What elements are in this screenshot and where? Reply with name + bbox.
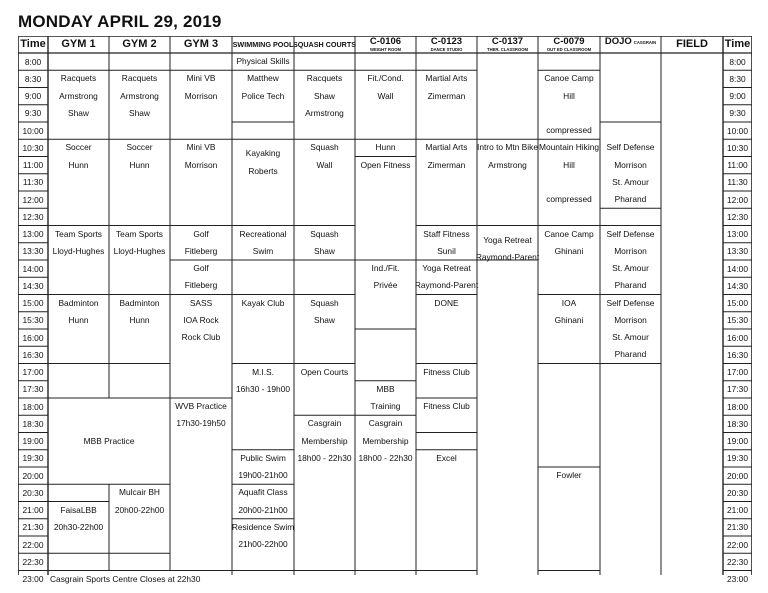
booking-text: Fit./Cond. (367, 73, 404, 84)
booking-squash-courts[interactable] (294, 295, 355, 364)
booking-gym-1[interactable] (48, 398, 170, 484)
column-header-c-0137 (477, 36, 538, 53)
booking-text: Casgrain (307, 418, 342, 429)
page-title: MONDAY APRIL 29, 2019 (18, 12, 222, 31)
booking-text: Physical Skills (236, 56, 290, 66)
booking-text: MBB (376, 383, 395, 394)
booking-c-0106[interactable] (355, 70, 416, 139)
booking-squash-courts[interactable] (294, 226, 355, 261)
booking-c-0123[interactable] (416, 260, 477, 295)
booking-text: Golf (193, 228, 209, 239)
booking-gym-2[interactable] (109, 484, 170, 553)
time-label-right: 10:30 (727, 142, 748, 153)
booking-text: Membership (301, 435, 348, 446)
time-label-right: 20:00 (727, 470, 748, 481)
booking-gym-3[interactable] (170, 226, 232, 261)
booking-text: Hunn (68, 314, 89, 325)
time-label-left: 23:00 (22, 574, 44, 585)
booking-text: 21h00-22h00 (238, 539, 288, 549)
booking-text: Armstrong (120, 90, 159, 101)
booking-text: Golf (193, 263, 209, 273)
column-header-label: GYM 1 (61, 38, 96, 50)
time-label-right: 16:30 (727, 349, 748, 360)
time-label-right: 8:00 (729, 56, 746, 67)
time-label-left: 17:00 (22, 367, 44, 378)
booking-text: Self Defense (606, 228, 655, 239)
booking-text: Training (370, 401, 401, 411)
column-header-swimming-pool (232, 36, 294, 53)
booking-text: Shaw (314, 90, 335, 101)
booking-c-0123[interactable] (416, 364, 477, 399)
booking-text: Morrison (614, 159, 647, 170)
booking-gym-1[interactable] (48, 139, 109, 225)
booking-text: Shaw (68, 107, 89, 118)
booking-dojo[interactable] (600, 122, 661, 208)
booking-c-0137[interactable] (477, 232, 538, 267)
column-header-dojo (600, 36, 661, 53)
booking-text: Soccer (126, 142, 153, 153)
booking-text: Aquafit Class (238, 487, 288, 498)
booking-text: Badminton (58, 297, 99, 308)
booking-text: Armstrong (59, 90, 98, 101)
booking-text: Morrison (614, 245, 647, 256)
booking-text: Self Defense (606, 297, 655, 308)
booking-c-0106[interactable] (355, 415, 416, 570)
column-header-squash-courts (294, 36, 355, 53)
column-header-c-0079 (538, 36, 600, 53)
booking-text: Lloyd-Hughes (113, 245, 166, 256)
booking-gym-1[interactable] (48, 226, 109, 295)
booking-text: Pharand (614, 194, 647, 204)
booking-text: Yoga Retreat (483, 234, 532, 245)
booking-text: Wall (316, 159, 333, 170)
time-label-right: 15:00 (727, 298, 748, 309)
column-header-label: SQUASH COURTS (292, 40, 357, 49)
booking-gym-3[interactable] (170, 139, 232, 225)
booking-text: Racquets (121, 73, 158, 84)
booking-swimming-pool[interactable] (232, 53, 294, 70)
booking-text: Hunn (129, 159, 150, 170)
booking-swimming-pool[interactable] (232, 145, 294, 231)
booking-swimming-pool[interactable] (232, 226, 294, 261)
time-label-left: 9:00 (24, 91, 42, 102)
booking-text: Raymond-Parent (414, 280, 479, 291)
time-label-left: 15:00 (22, 298, 44, 309)
time-label-left: 20:00 (22, 470, 44, 481)
booking-c-0137[interactable] (477, 139, 538, 225)
booking-text: Privée (373, 280, 398, 291)
time-label-right: 9:30 (729, 108, 746, 119)
booking-text: IOA (561, 297, 577, 308)
booking-text: Fitleberg (184, 245, 218, 256)
column-header-label: C-0106 (369, 36, 402, 47)
booking-gym-2[interactable] (109, 139, 170, 225)
time-label-right: 21:00 (727, 505, 748, 516)
time-label-left: 22:30 (22, 556, 44, 567)
booking-text: Lloyd-Hughes (52, 245, 105, 256)
time-label-left: 18:00 (22, 401, 44, 412)
booking-gym-3[interactable] (170, 260, 232, 295)
column-header-label: C-0079 (553, 36, 585, 47)
booking-text: Team Sports (54, 228, 102, 239)
booking-gym-3[interactable] (170, 70, 232, 139)
time-label-right: 14:00 (727, 263, 748, 274)
time-label-right: 11:30 (727, 177, 748, 188)
time-label-right: 17:30 (727, 384, 748, 395)
booking-text: IOA Rock (183, 314, 219, 325)
time-label-right: 18:00 (727, 401, 748, 412)
time-label-right: 19:30 (727, 453, 748, 464)
time-label-left: 19:00 (22, 436, 44, 447)
time-label-left: 16:30 (22, 349, 44, 360)
column-header-sublabel: THER. CLASSROOM (487, 47, 528, 52)
booking-text: Hill (563, 90, 575, 101)
booking-swimming-pool[interactable] (232, 364, 294, 450)
booking-text: 20h30-22h00 (53, 521, 104, 532)
booking-text: Ghinani (554, 245, 584, 256)
column-header-c-0106 (355, 36, 416, 53)
booking-text: Martial Arts (425, 73, 468, 84)
booking-text: Morrison (184, 159, 218, 170)
time-label-left: 12:30 (22, 211, 44, 222)
booking-text: FaisaLBB (60, 504, 97, 515)
time-label-right: 9:00 (729, 91, 746, 102)
time-label-left: 13:30 (22, 246, 44, 257)
booking-dojo[interactable] (600, 226, 661, 295)
column-header-label: C-0123 (430, 36, 463, 47)
time-label-right: 12:00 (727, 194, 748, 205)
booking-gym-2[interactable] (109, 226, 170, 295)
column-header-label: FIELD (676, 38, 708, 50)
time-label-right: 22:00 (727, 539, 748, 550)
time-label-left: 12:00 (22, 194, 44, 205)
booking-swimming-pool[interactable] (232, 295, 294, 364)
booking-text: Ind./Fit. (371, 263, 400, 273)
booking-text (568, 105, 570, 122)
time-label-left: 11:30 (22, 177, 44, 188)
time-label-right: 19:00 (727, 436, 748, 447)
booking-text (629, 122, 631, 139)
booking-gym-1[interactable] (48, 70, 109, 139)
time-label-right: 15:30 (727, 315, 748, 326)
booking-gym-2[interactable] (109, 70, 170, 139)
time-label-right: 12:30 (727, 211, 748, 222)
booking-text: Martial Arts (425, 142, 468, 153)
booking-c-0123[interactable] (416, 70, 477, 139)
booking-text: 19h00-21h00 (238, 470, 288, 480)
booking-text: M.I.S. (252, 366, 274, 377)
booking-c-0123[interactable] (416, 295, 477, 364)
column-header-gym-2 (109, 36, 170, 53)
booking-swimming-pool[interactable] (232, 484, 294, 519)
booking-c-0106[interactable] (355, 157, 416, 261)
booking-text: 18h00 - 22h30 (297, 452, 352, 463)
booking-text: Mini VB (186, 142, 216, 153)
column-header-sublabel: DANCE STUDIO (430, 47, 463, 52)
time-label-left: 21:30 (22, 522, 44, 533)
booking-text (568, 174, 570, 191)
booking-text: WVB Practice (175, 401, 227, 411)
booking-text: Open Courts (300, 366, 349, 377)
booking-c-0106[interactable] (355, 381, 416, 416)
booking-text: Police Tech (241, 90, 285, 101)
column-header-sublabel: OUT ED CLASSROOM (546, 47, 592, 52)
column-header-time-right (723, 36, 752, 53)
time-label-right: 13:00 (727, 229, 748, 240)
time-label-right: 13:30 (727, 246, 748, 257)
column-header-sublabel: WEIGHT ROOM (370, 47, 401, 52)
time-label-left: 16:00 (22, 332, 44, 343)
booking-text: Yoga Retreat (422, 263, 471, 273)
booking-swimming-pool[interactable] (232, 519, 294, 571)
booking-text: Fitness Club (423, 366, 470, 377)
booking-text: Hunn (375, 142, 396, 153)
booking-text: Fowler (556, 470, 582, 480)
time-label-right: 8:30 (729, 73, 746, 84)
booking-text: Casgrain (368, 418, 403, 429)
booking-text: 20h00-21h00 (238, 504, 288, 515)
booking-c-0079[interactable] (538, 226, 600, 295)
booking-gym-1[interactable] (48, 571, 234, 588)
booking-c-0106[interactable] (355, 139, 416, 156)
time-label-left: 11:00 (22, 160, 44, 171)
time-label-left: 20:30 (22, 487, 44, 498)
booking-c-0079[interactable] (538, 467, 600, 571)
booking-text: St. Amour (612, 176, 649, 187)
booking-text: Self Defense (606, 142, 655, 153)
booking-text: Open Fitness (360, 159, 411, 170)
time-label-left: 19:30 (22, 453, 44, 464)
booking-text: Canoe Camp (544, 73, 594, 84)
booking-c-0079[interactable] (538, 70, 600, 139)
column-header-sublabel: CASGRAIN (633, 40, 657, 45)
time-label-left: 17:30 (22, 384, 44, 395)
booking-text: 16h30 - 19h00 (235, 383, 291, 394)
column-header-c-0123 (416, 36, 477, 53)
column-header-gym-3 (170, 36, 232, 53)
booking-text: Shaw (314, 314, 335, 325)
booking-swimming-pool[interactable] (232, 450, 294, 485)
booking-text: 17h30-19h50 (176, 418, 226, 429)
booking-text: Morrison (184, 90, 218, 101)
booking-text: Shaw (129, 107, 150, 118)
booking-c-0123[interactable] (416, 226, 477, 261)
booking-squash-courts[interactable] (294, 70, 355, 139)
booking-gym-1[interactable] (48, 502, 109, 554)
booking-text: 18h00 - 22h30 (358, 452, 413, 463)
booking-text: Ghinani (554, 314, 584, 325)
booking-text: DONE (434, 297, 459, 308)
booking-dojo[interactable] (600, 295, 661, 364)
booking-text: Squash (310, 142, 339, 153)
booking-text: Canoe Camp (544, 228, 594, 239)
time-label-left: 21:00 (22, 505, 44, 516)
booking-swimming-pool[interactable] (232, 70, 294, 122)
booking-text: Fitleberg (184, 280, 218, 291)
time-label-left: 10:00 (22, 125, 44, 136)
column-header-label: Time (20, 38, 46, 50)
column-header-label: C-0137 (491, 36, 524, 47)
column-header-field (661, 36, 723, 53)
booking-text: SASS (189, 297, 213, 308)
time-label-right: 10:00 (727, 125, 748, 136)
booking-text: Hunn (68, 159, 89, 170)
time-label-right: 17:00 (727, 367, 748, 378)
booking-c-0079[interactable] (538, 139, 600, 225)
booking-text: Membership (362, 435, 409, 446)
booking-gym-3[interactable] (170, 398, 232, 571)
booking-c-0123[interactable] (416, 450, 477, 571)
booking-text: Mini VB (186, 73, 216, 84)
time-label-left: 14:30 (22, 280, 44, 291)
booking-text: Fitness Club (423, 401, 470, 411)
booking-text: Zimerman (427, 90, 466, 101)
booking-text: Excel (436, 452, 457, 463)
booking-text: Hunn (129, 314, 150, 325)
booking-c-0123[interactable] (416, 139, 477, 225)
time-label-left: 22:00 (22, 539, 44, 550)
booking-text: Squash (310, 228, 339, 239)
booking-c-0123[interactable] (416, 398, 477, 433)
booking-text: St. Amour (612, 332, 649, 342)
booking-c-0106[interactable] (355, 260, 416, 329)
column-header-label: DOJO (604, 36, 632, 47)
time-label-right: 14:30 (727, 280, 748, 291)
booking-text: Rock Club (181, 332, 221, 342)
time-label-left: 15:30 (22, 315, 44, 326)
booking-text: Swim (252, 245, 274, 256)
booking-text: Kayak Club (241, 297, 285, 308)
booking-text: Pharand (614, 280, 647, 291)
booking-gym-1[interactable] (48, 295, 109, 364)
booking-gym-3[interactable] (170, 295, 232, 399)
time-label-right: 11:00 (727, 160, 748, 171)
booking-text: Intro to Mtn Bike (477, 142, 538, 153)
time-label-left: 9:30 (24, 108, 42, 119)
booking-text: 20h00-22h00 (114, 504, 165, 515)
time-label-left: 8:30 (24, 73, 42, 84)
booking-text: Armstrong (305, 107, 344, 118)
booking-text: Recreational (239, 228, 287, 239)
booking-text: Morrison (614, 314, 647, 325)
time-label-right: 23:00 (727, 574, 748, 585)
booking-squash-courts[interactable] (294, 139, 355, 225)
column-header-label: GYM 2 (122, 38, 157, 50)
booking-text: Armstrong (488, 159, 527, 170)
booking-text: compressed (546, 125, 592, 135)
booking-text: Staff Fitness (423, 228, 470, 239)
time-label-left: 13:00 (22, 229, 44, 240)
booking-text: Racquets (306, 73, 343, 84)
booking-squash-courts[interactable] (294, 364, 355, 416)
time-label-right: 16:00 (727, 332, 748, 343)
booking-text: Matthew (247, 73, 279, 84)
booking-text: Racquets (60, 73, 97, 84)
booking-text: Casgrain Sports Centre Closes at 22h30 (50, 573, 201, 584)
schedule-table (18, 36, 752, 585)
column-header-gym-1 (48, 36, 109, 53)
time-label-left: 10:30 (22, 142, 44, 153)
booking-text: Hill (563, 159, 575, 170)
booking-text: St. Amour (612, 263, 649, 273)
booking-text: Sunil (437, 245, 456, 256)
column-header-time-left (18, 36, 48, 53)
time-label-right: 20:30 (727, 487, 748, 498)
booking-text: Shaw (314, 245, 335, 256)
time-label-left: 18:30 (22, 418, 44, 429)
booking-text: Squash (310, 297, 339, 308)
time-label-left: 8:00 (24, 56, 42, 67)
booking-text: Wall (377, 90, 394, 101)
booking-text: compressed (546, 194, 592, 204)
booking-text: Badminton (119, 297, 160, 308)
booking-text: MBB Practice (83, 435, 135, 446)
column-header-label: GYM 3 (183, 38, 219, 50)
booking-text: Public Swim (240, 452, 286, 463)
time-label-right: 21:30 (727, 522, 748, 533)
booking-text: Mulcair BH (119, 487, 160, 498)
booking-text: Kayaking (245, 148, 281, 159)
booking-squash-courts[interactable] (294, 415, 355, 570)
booking-gym-2[interactable] (109, 295, 170, 364)
booking-text: Raymond-Parent (475, 251, 540, 262)
booking-text: Roberts (248, 165, 278, 176)
booking-text: Zimerman (427, 159, 466, 170)
column-header-label: Time (724, 38, 751, 50)
time-label-right: 22:30 (727, 556, 748, 567)
column-header-label: SWIMMING POOL (232, 40, 294, 49)
time-label-right: 18:30 (727, 418, 748, 429)
booking-text: Residence Swim (231, 521, 295, 532)
booking-text: Team Sports (115, 228, 163, 239)
booking-c-0079[interactable] (538, 295, 600, 364)
booking-text: Pharand (614, 349, 647, 360)
booking-text: Mountain Hiking (538, 142, 600, 153)
time-label-left: 14:00 (22, 263, 44, 274)
booking-text: Soccer (65, 142, 92, 153)
